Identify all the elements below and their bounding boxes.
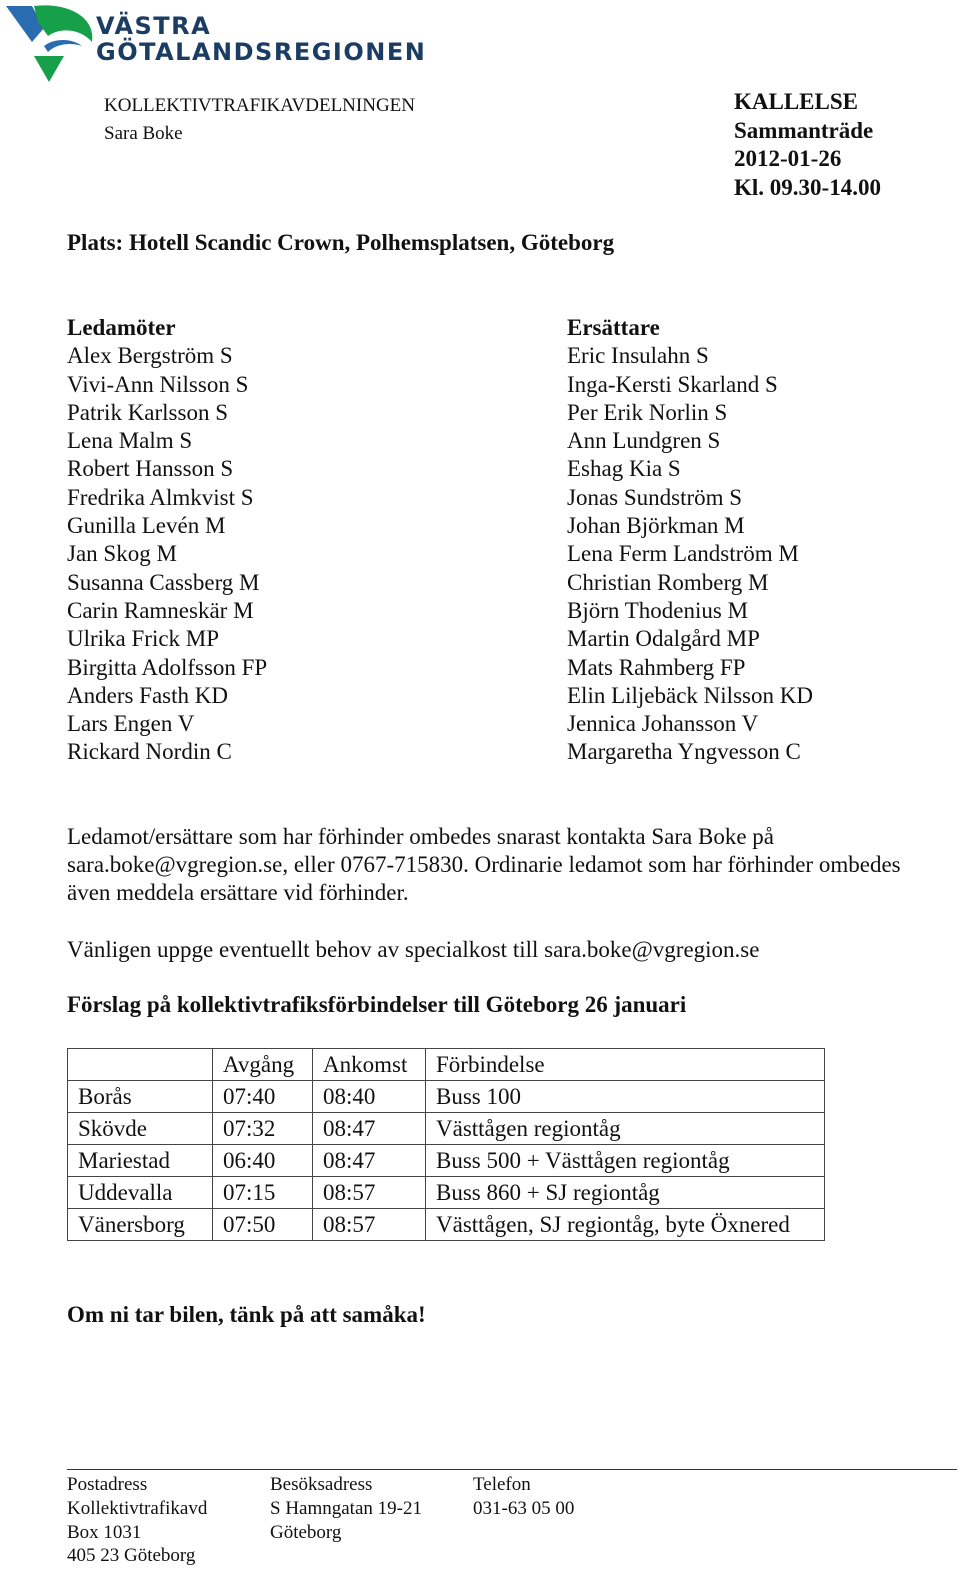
list-item: Johan Björkman M <box>567 513 745 539</box>
list-item: Alex Bergström S <box>67 343 233 369</box>
list-item: Björn Thodenius M <box>567 597 749 623</box>
table-header-row <box>68 1049 825 1081</box>
column-header <box>68 1049 213 1081</box>
list-item: Anders Fasth KD <box>67 682 228 708</box>
table-row <box>68 1113 825 1145</box>
list-item: Mats Rahmberg FP <box>567 654 746 680</box>
list-item: Jonas Sundström S <box>567 484 743 510</box>
transport-table <box>67 1048 825 1241</box>
list-item: Martin Odalgård MP <box>567 626 760 652</box>
footer-label: Besöksadress <box>270 1474 373 1495</box>
notice-line: även meddela ersättare vid förhinder. <box>67 880 409 906</box>
list-item: Lars Engen V <box>67 711 195 737</box>
list-item: Susanna Cassberg M <box>67 569 260 595</box>
table-cell: 07:50 <box>213 1209 313 1241</box>
footer-line: 405 23 Göteborg <box>67 1545 196 1567</box>
list-item: Inga-Kersti Skarland S <box>567 371 778 397</box>
table-cell: Västtågen regiontåg <box>426 1113 825 1145</box>
list-item: Vivi-Ann Nilsson S <box>67 371 249 397</box>
list-item: Eshag Kia S <box>567 456 681 482</box>
table-cell: 08:57 <box>313 1209 426 1241</box>
table-cell: Skövde <box>68 1113 213 1145</box>
table-cell: Mariestad <box>68 1145 213 1177</box>
department-name: KOLLEKTIVTRAFIKAVDELNINGEN <box>104 95 415 116</box>
table-cell: 08:47 <box>313 1113 426 1145</box>
members-list <box>67 314 267 767</box>
table-row <box>68 1081 825 1113</box>
footer-line: S Hamngatan 19-21 <box>270 1497 422 1519</box>
table-cell: Buss 100 <box>426 1081 825 1113</box>
footer-line: Göteborg <box>270 1521 342 1543</box>
table-cell: 07:40 <box>213 1081 313 1113</box>
footer-line: Kollektivtrafikavd <box>67 1497 208 1519</box>
table-cell: 07:32 <box>213 1113 313 1145</box>
list-item: Elin Liljebäck Nilsson KD <box>567 682 813 708</box>
list-item: Margaretha Yngvesson C <box>567 739 801 765</box>
organization-logo <box>4 2 427 86</box>
list-item: Gunilla Levén M <box>67 513 226 539</box>
list-item: Eric Insulahn S <box>567 343 709 369</box>
logo-mark-icon <box>4 2 96 86</box>
substitutes-heading: Ersättare <box>567 315 660 340</box>
substitutes-list <box>567 314 813 767</box>
notice-line: Ledamot/ersättare som har förhinder ombedes snarast kontakta Sara Boke på <box>67 824 775 849</box>
document-meta <box>734 88 881 202</box>
table-cell: 08:47 <box>313 1145 426 1177</box>
logo-text-line1: VÄSTRA <box>96 12 212 40</box>
list-item: Ann Lundgren S <box>567 428 721 454</box>
list-item: Robert Hansson S <box>67 456 234 482</box>
table-row <box>68 1209 825 1241</box>
table-cell: 08:40 <box>313 1081 426 1113</box>
list-item: Christian Romberg M <box>567 569 769 595</box>
table-row <box>68 1177 825 1209</box>
list-item: Carin Ramneskär M <box>67 597 254 623</box>
list-item: Lena Ferm Landström M <box>567 541 799 567</box>
carpool-note: Om ni tar bilen, tänk på att samåka! <box>67 1302 426 1327</box>
list-item: Rickard Nordin C <box>67 739 232 765</box>
footer-postal-address <box>67 1473 207 1568</box>
table-row <box>68 1145 825 1177</box>
meeting-time: Kl. 09.30-14.00 <box>734 174 881 200</box>
footer-line: 031-63 05 00 <box>473 1497 575 1519</box>
table-cell: Västtågen, SJ regiontåg, byte Öxnered <box>426 1209 825 1241</box>
table-cell: Uddevalla <box>68 1177 213 1209</box>
table-cell: Buss 860 + SJ regiontåg <box>426 1177 825 1209</box>
table-cell: Borås <box>68 1081 213 1113</box>
list-item: Lena Malm S <box>67 428 193 454</box>
notice-line: sara.boke@vgregion.se, eller 0767-715830. Ordinarie ledamot som har förhinder ombedes <box>67 852 901 878</box>
footer-label: Postadress <box>67 1474 148 1495</box>
logo-text-line2: GÖTALANDSREGIONEN <box>96 38 427 66</box>
diet-notice: Vänligen uppge eventuellt behov av specialkost till sara.boke@vgregion.se <box>67 937 760 962</box>
table-cell: 06:40 <box>213 1145 313 1177</box>
list-item: Birgitta Adolfsson FP <box>67 654 268 680</box>
list-item: Ulrika Frick MP <box>67 626 220 652</box>
footer-visiting-address <box>270 1473 422 1544</box>
absence-notice <box>67 823 901 908</box>
footer-divider <box>67 1469 957 1470</box>
meeting-date: 2012-01-26 <box>734 146 842 171</box>
list-item: Jennica Johansson V <box>567 711 759 737</box>
document-type: KALLELSE <box>734 89 858 114</box>
table-cell: Buss 500 + Västtågen regiontåg <box>426 1145 825 1177</box>
list-item: Patrik Karlsson S <box>67 399 228 425</box>
list-item: Jan Skog M <box>67 541 177 567</box>
transport-heading: Förslag på kollektivtrafiksförbindelser till Göteborg 26 januari <box>67 992 687 1017</box>
list-item: Fredrika Almkvist S <box>67 484 254 510</box>
table-cell: 07:15 <box>213 1177 313 1209</box>
meeting-type: Sammanträde <box>734 117 874 143</box>
list-item: Per Erik Norlin S <box>567 399 728 425</box>
sender-block <box>104 92 415 148</box>
column-header: Ankomst <box>313 1049 426 1081</box>
footer-line: Box 1031 <box>67 1521 142 1543</box>
table-cell: Vänersborg <box>68 1209 213 1241</box>
column-header: Avgång <box>213 1049 313 1081</box>
footer-label: Telefon <box>473 1474 531 1495</box>
footer-phone <box>473 1473 574 1521</box>
table-cell: 08:57 <box>313 1177 426 1209</box>
meeting-location: Plats: Hotell Scandic Crown, Polhemsplatsen, Göteborg <box>67 230 615 255</box>
sender-name: Sara Boke <box>104 123 183 144</box>
members-heading: Ledamöter <box>67 315 176 340</box>
column-header: Förbindelse <box>426 1049 825 1081</box>
